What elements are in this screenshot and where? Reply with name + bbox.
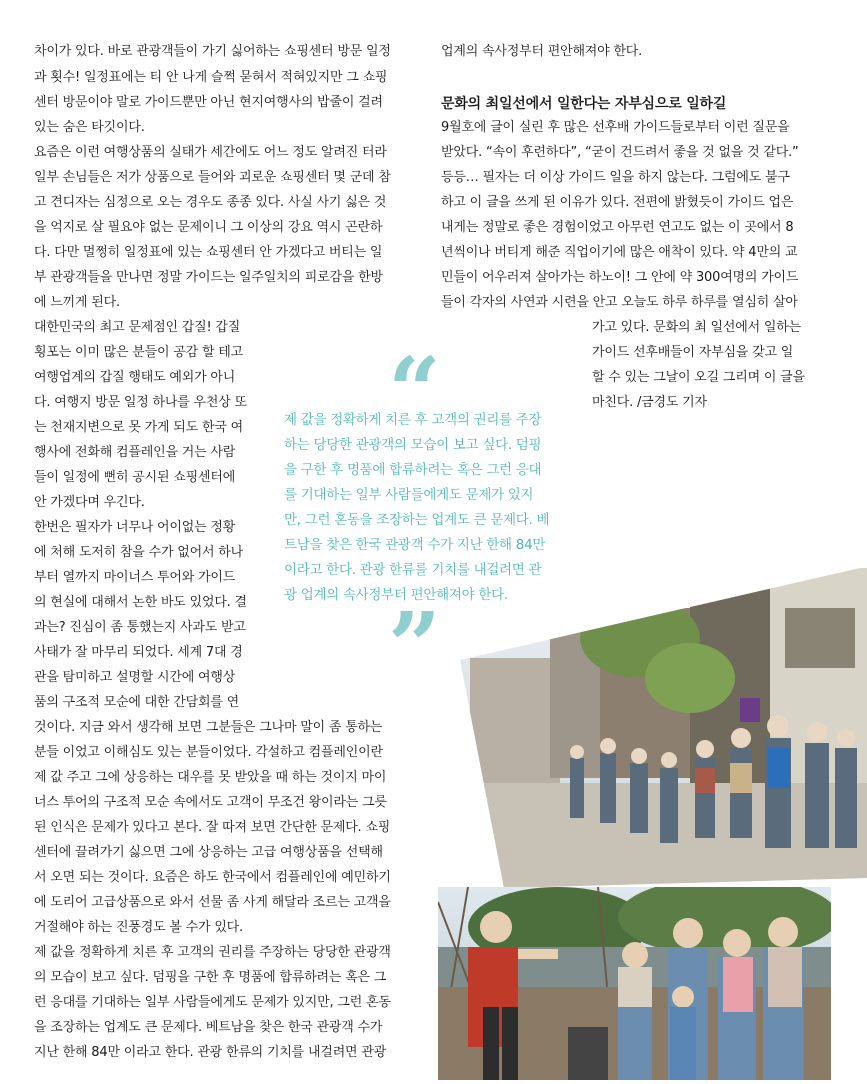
body-line: 요즘은 이런 여행상품의 실태가 세간에도 어느 정도 알려진 터라 <box>34 145 387 160</box>
pull-quote-line: 이라고 한다. 관광 한류를 기치를 내걸려면 관 <box>284 562 542 578</box>
body-line: 는 천재지변으로 못 가게 되도 한국 여 <box>34 420 243 435</box>
guide-with-tourists-harbor-photo <box>438 887 831 1080</box>
body-line: 여행업계의 갑질 행태도 예외가 아니 <box>34 370 236 385</box>
body-line: 부 관광객들을 만나면 정말 가이드는 일주일치의 피로감을 한방 <box>34 270 383 285</box>
body-line: 차이가 있다. 바로 관광객들이 가기 싫어하는 쇼핑센터 방문 일정 <box>34 44 391 59</box>
pull-quote-line: 트남을 찾은 한국 관광객 수가 지난 한해 84만 <box>284 537 546 553</box>
pull-quote-line: 하는 당당한 관광객의 모습이 보고 싶다. 덤핑 <box>284 437 542 453</box>
body-line: 센터 방문이야 말로 가이드뿐만 아닌 현지여행사의 밥줄이 걸려 <box>34 95 383 110</box>
body-line: 다. 다만 멀쩡히 일정표에 있는 쇼핑센터 안 가겠다고 버티는 일 <box>34 245 383 260</box>
body-line: 9월호에 글이 실린 후 많은 선후배 가이드들로부터 이런 질문을 <box>441 120 790 135</box>
pull-quote-line: 제 값을 정확하게 치른 후 고객의 권리를 주장 <box>284 412 542 428</box>
body-line: 사태가 잘 마무리 되었다. 세계 7대 경 <box>34 645 243 660</box>
body-line: 마친다. /금경도 기자 <box>592 395 707 410</box>
open-quote-icon: “ <box>388 337 441 445</box>
body-line: 너스 투어의 구조적 모순 속에서도 고객이 무조건 왕이라는 그릇 <box>34 795 387 810</box>
body-line: 과 횟수! 일정표에는 티 안 나게 슬쩍 묻혀서 적혀있지만 그 쇼핑 <box>34 70 388 85</box>
body-line: 의 모습이 보고 싶다. 덤핑을 구한 후 명품에 합류하려는 혹은 그 <box>34 970 387 985</box>
body-line: 과는? 진심이 좀 통했는지 사과도 받고 <box>34 620 246 635</box>
body-line: 안 가겠다며 우긴다. <box>34 495 145 510</box>
body-line: 행사에 전화해 컴플레인을 거는 사람 <box>34 445 236 460</box>
body-line: 들이 각자의 사연과 시련을 안고 오늘도 하루 하루를 열심히 살아 <box>441 295 798 310</box>
body-line: 년씩이나 버티게 해준 직업이기에 많은 애착이 있다. 약 4만의 교 <box>441 245 798 260</box>
body-line: 런 응대를 기대하는 일부 사람들에게도 문제가 있지만, 그런 혼동 <box>34 995 391 1010</box>
body-line: 하고 이 글을 쓰게 된 이유가 있다. 전편에 밝혔듯이 가이드 업은 <box>441 195 794 210</box>
pull-quote-line: 광 업계의 속사정부터 편안해져야 한다. <box>284 587 508 603</box>
body-line: 할 수 있는 그날이 오길 그리며 이 글을 <box>592 370 805 385</box>
body-line: 센터에 끌려가기 싫으면 그에 상응하는 고급 여행상품을 선택해 <box>34 845 383 860</box>
body-line: 등등… 필자는 더 이상 가이드 일을 하지 않는다. 그럼에도 불구 <box>441 170 790 185</box>
body-line: 을 조장하는 업계도 큰 문제다. 베트남을 찾은 한국 관광객 수가 <box>34 1020 383 1035</box>
photo-icon <box>438 887 831 1080</box>
body-line: 관을 탐미하고 설명할 시간에 여행상 <box>34 670 236 685</box>
body-line: 다. 여행지 방문 일정 하나를 우천상 또 <box>34 395 247 410</box>
body-line: 거절해야 하는 진풍경도 볼 수가 있다. <box>34 920 243 935</box>
body-line: 서 오면 되는 것이다. 요즘은 하도 한국에서 컴플레인에 예민하기 <box>34 870 391 885</box>
pull-quote-line: 만, 그런 혼동을 조장하는 업계도 큰 문제다. 베 <box>284 512 550 528</box>
body-line: 분들 이었고 이해심도 있는 분들이었다. 각설하고 컴플레인이란 <box>34 745 383 760</box>
body-line: 횡포는 이미 많은 분들이 공감 할 테고 <box>34 345 243 360</box>
body-line: 의 현실에 대해서 논한 바도 있었다. 결 <box>34 595 247 610</box>
body-line: 고 견디자는 심정으로 오는 경우도 종종 있다. 사실 사기 싫은 것 <box>34 195 387 210</box>
body-line: 가고 있다. 문화의 최 일선에서 일하는 <box>592 320 801 335</box>
body-line: 품의 구조적 모순에 대한 간담회를 연 <box>34 695 240 710</box>
tour-group-street-photo <box>440 568 867 888</box>
body-line: 업계의 속사정부터 편안해져야 한다. <box>441 44 643 59</box>
body-line: 대한민국의 최고 문제점인 갑질! 갑질 <box>34 320 241 335</box>
body-line: 된 인식은 문제가 있다고 본다. 잘 따져 보면 간단한 문제다. 쇼핑 <box>34 820 391 835</box>
body-line: 들이 일정에 뻔히 공시된 쇼핑센터에 <box>34 470 236 485</box>
pull-quote-line: 을 구한 후 명품에 합류하려는 혹은 그런 응대 <box>284 462 542 478</box>
photo-icon <box>440 568 867 888</box>
section-heading: 문화의 최일선에서 일한다는 자부심으로 일하길 <box>441 96 727 112</box>
body-line: 에 처해 도저히 참을 수가 없어서 하나 <box>34 545 243 560</box>
body-line: 가이드 선후배들이 자부심을 갖고 일 <box>592 345 794 360</box>
body-line: 에 느끼게 된다. <box>34 295 120 310</box>
body-line: 일부 손님들은 저가 상품으로 들어와 괴로운 쇼핑센터 몇 군데 참 <box>34 170 391 185</box>
close-quote-icon: ” <box>388 592 441 700</box>
pull-quote-line: 를 기대하는 일부 사람들에게도 문제가 있지 <box>284 487 534 503</box>
body-line: 한번은 필자가 너무나 어이없는 정황 <box>34 520 236 535</box>
body-line: 내게는 정말로 좋은 경험이었고 아무런 연고도 없는 이 곳에서 8 <box>441 220 794 235</box>
body-line: 을 억지로 살 필요야 없는 문제이니 그 이상의 강요 역시 곤란하 <box>34 220 383 235</box>
body-line: 지난 한해 84만 이라고 한다. 관광 한류의 기치를 내걸려면 관광 <box>34 1045 387 1060</box>
body-line: 제 값 주고 그에 상응하는 대우를 못 받았을 때 하는 것이지 마이 <box>34 770 387 785</box>
body-line: 부터 열까지 마이너스 투어와 가이드 <box>34 570 236 585</box>
body-line: 것이다. 지금 와서 생각해 보면 그분들은 그나마 말이 좀 통하는 <box>34 720 383 735</box>
body-line: 민들이 어우러져 살아가는 하노이! 그 안에 약 300여명의 가이드 <box>441 270 799 285</box>
body-line: 있는 숨은 타깃이다. <box>34 120 145 135</box>
body-line: 받았다. “속이 후련하다”, “굳이 건드려서 좋을 것 없을 것 같다.” <box>441 145 799 160</box>
body-line: 제 값을 정확하게 치른 후 고객의 권리를 주장하는 당당한 관광객 <box>34 945 391 960</box>
body-line: 에 도리어 고급상품으로 와서 선물 좀 사게 해달라 조르는 고객을 <box>34 895 391 910</box>
